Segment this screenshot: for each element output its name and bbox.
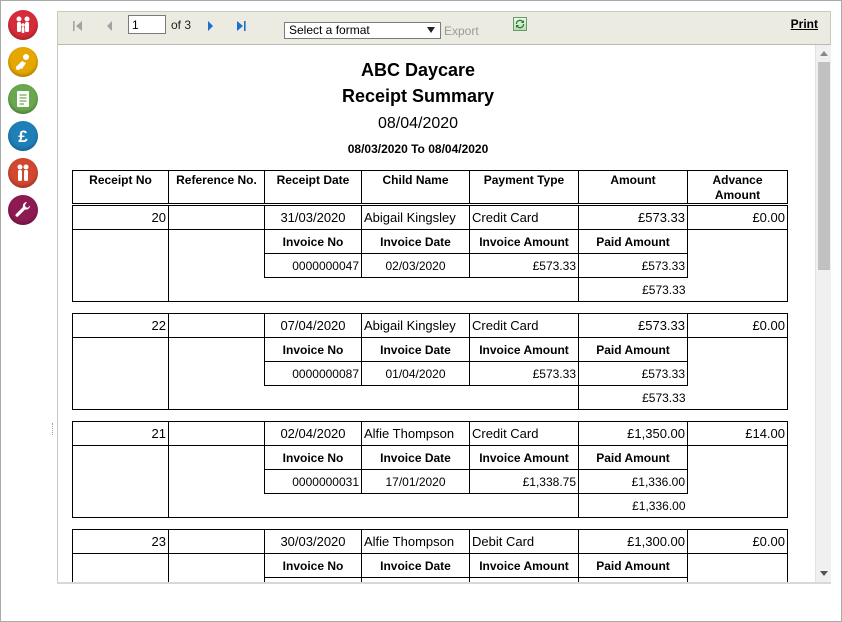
sub-header-invoice-no: Invoice No xyxy=(265,446,362,470)
invoice-amount-cell: £1,338.75 xyxy=(470,470,579,494)
sub-header-invoice-amount: Invoice Amount xyxy=(470,554,579,578)
blank-cell xyxy=(688,446,788,470)
sub-header-invoice-no: Invoice No xyxy=(265,554,362,578)
total-paid-cell: £573.33 xyxy=(579,386,688,410)
sub-header-invoice-amount: Invoice Amount xyxy=(470,446,579,470)
advance-amount-cell: £0.00 xyxy=(688,530,788,554)
reference-no-cell xyxy=(169,422,265,446)
reference-no-cell xyxy=(169,314,265,338)
report-viewport xyxy=(57,45,815,582)
report-toolbar xyxy=(57,11,831,45)
receipt-row xyxy=(73,206,788,230)
sub-header-paid-amount: Paid Amount xyxy=(579,446,688,470)
paid-amount-cell: £573.33 xyxy=(579,362,688,386)
reference-no-cell xyxy=(169,530,265,554)
page-count-label: of 3 xyxy=(171,18,192,32)
total-paid-cell: £1,336.00 xyxy=(579,494,688,518)
col-header-payment-type: Payment Type xyxy=(470,171,579,204)
previous-page-icon[interactable] xyxy=(102,18,118,34)
scroll-up-arrow-icon[interactable] xyxy=(820,51,828,56)
invoice-header-row xyxy=(73,554,788,578)
invoice-no-cell: 0000000031 xyxy=(265,470,362,494)
export-format-select[interactable] xyxy=(284,22,441,39)
report-date-range: 08/03/2020 To 08/04/2020 xyxy=(347,142,489,156)
receipt-date-cell: 31/03/2020 xyxy=(265,206,362,230)
advance-amount-cell: £0.00 xyxy=(688,206,788,230)
receipt-date-cell: 02/04/2020 xyxy=(265,422,362,446)
total-paid-cell: £573.33 xyxy=(579,278,688,302)
wrench-icon[interactable] xyxy=(8,195,38,225)
sub-header-invoice-no: Invoice No xyxy=(265,338,362,362)
receipt-row xyxy=(73,422,788,446)
blank-cell xyxy=(73,362,169,386)
invoice-date-cell: 02/03/2020 xyxy=(362,254,470,278)
col-header-reference-no: Reference No. xyxy=(169,171,265,204)
child-name-cell: Alfie Thompson xyxy=(362,530,470,554)
invoice-header-row xyxy=(73,230,788,254)
blank-cell xyxy=(688,338,788,362)
paid-amount-cell: £573.33 xyxy=(579,254,688,278)
invoice-header-row xyxy=(73,338,788,362)
blank-cell xyxy=(169,386,579,410)
invoice-total-row xyxy=(73,278,788,302)
scrollbar-thumb[interactable] xyxy=(818,62,830,270)
blank-cell xyxy=(688,470,788,494)
invoice-row xyxy=(73,254,788,278)
parents-icon[interactable] xyxy=(8,158,38,188)
invoice-amount-cell: £573.33 xyxy=(470,362,579,386)
blank-cell xyxy=(73,494,169,518)
svg-text:£: £ xyxy=(18,127,28,146)
blank-cell xyxy=(169,230,265,254)
header-row xyxy=(73,171,788,204)
blank-cell xyxy=(688,554,788,578)
sub-header-invoice-date: Invoice Date xyxy=(362,554,470,578)
receipt-no-cell: 23 xyxy=(73,530,169,554)
invoice-amount-cell: £573.33 xyxy=(470,254,579,278)
blank-cell xyxy=(688,362,788,386)
col-header-advance-amount: Advance Amount xyxy=(688,171,788,204)
blank-cell xyxy=(73,338,169,362)
invoice-row xyxy=(73,470,788,494)
export-link[interactable]: Export xyxy=(444,24,479,38)
payment-type-cell: Credit Card xyxy=(470,206,579,230)
blank-cell xyxy=(688,386,788,410)
blank-cell xyxy=(73,278,169,302)
child-name-cell: Abigail Kingsley xyxy=(362,206,470,230)
col-header-child-name: Child Name xyxy=(362,171,470,204)
report-date: 08/04/2020 xyxy=(377,115,459,132)
sub-header-invoice-no: Invoice No xyxy=(265,230,362,254)
pane-splitter-handle[interactable] xyxy=(52,423,54,435)
col-header-amount: Amount xyxy=(579,171,688,204)
blank-cell xyxy=(169,494,579,518)
invoice-date-cell: 17/01/2020 xyxy=(362,470,470,494)
sub-header-invoice-date: Invoice Date xyxy=(362,230,470,254)
blank-cell xyxy=(169,554,265,578)
receipt-no-cell: 20 xyxy=(73,206,169,230)
blank-cell xyxy=(169,254,265,278)
report-title: Receipt Summary xyxy=(341,86,495,106)
blank-cell xyxy=(169,278,579,302)
amount-cell: £573.33 xyxy=(579,206,688,230)
invoice-total-row xyxy=(73,494,788,518)
payment-type-cell: Credit Card xyxy=(470,314,579,338)
sub-header-paid-amount: Paid Amount xyxy=(579,554,688,578)
blank-cell xyxy=(73,554,169,578)
receipt-block xyxy=(72,313,788,410)
receipt-block xyxy=(72,205,788,302)
sub-header-invoice-date: Invoice Date xyxy=(362,446,470,470)
child-play-icon[interactable] xyxy=(8,47,38,77)
payment-type-cell: Credit Card xyxy=(470,422,579,446)
export-format-select-value: Select a format xyxy=(289,23,370,37)
page-number-input[interactable] xyxy=(128,15,166,34)
receipt-date-cell: 30/03/2020 xyxy=(265,530,362,554)
blank-cell xyxy=(73,446,169,470)
blank-cell xyxy=(688,278,788,302)
blank-cell xyxy=(169,338,265,362)
next-page-icon[interactable] xyxy=(202,18,218,34)
invoice-no-cell: 0000000047 xyxy=(265,254,362,278)
print-link[interactable]: Print xyxy=(790,17,818,31)
last-page-icon[interactable] xyxy=(233,18,249,34)
child-name-cell: Alfie Thompson xyxy=(362,422,470,446)
refresh-icon[interactable] xyxy=(513,17,527,31)
reference-no-cell xyxy=(169,206,265,230)
receipt-row xyxy=(73,530,788,554)
sub-header-paid-amount: Paid Amount xyxy=(579,338,688,362)
blank-cell xyxy=(73,470,169,494)
receipt-block xyxy=(72,421,788,518)
blank-cell xyxy=(169,446,265,470)
footer-strip xyxy=(57,582,831,584)
blank-cell xyxy=(169,362,265,386)
sub-header-invoice-amount: Invoice Amount xyxy=(470,230,579,254)
blank-cell xyxy=(73,386,169,410)
invoice-date-cell: 01/04/2020 xyxy=(362,362,470,386)
first-page-icon[interactable] xyxy=(70,18,86,34)
blank-cell xyxy=(688,254,788,278)
invoice-row xyxy=(73,362,788,386)
blank-cell xyxy=(688,494,788,518)
advance-amount-cell: £14.00 xyxy=(688,422,788,446)
payment-type-cell: Debit Card xyxy=(470,530,579,554)
invoice-total-row xyxy=(73,386,788,410)
paid-amount-cell: £1,336.00 xyxy=(579,470,688,494)
vertical-scrollbar[interactable] xyxy=(815,45,831,582)
receipt-date-cell: 07/04/2020 xyxy=(265,314,362,338)
notepad-icon[interactable] xyxy=(8,84,38,114)
receipt-header-table xyxy=(72,170,788,204)
pound-icon[interactable] xyxy=(8,121,38,151)
col-header-receipt-date: Receipt Date xyxy=(265,171,362,204)
scroll-down-arrow-icon[interactable] xyxy=(820,571,828,576)
blank-cell xyxy=(73,254,169,278)
invoice-header-row xyxy=(73,446,788,470)
sub-header-paid-amount: Paid Amount xyxy=(579,230,688,254)
child-name-cell: Abigail Kingsley xyxy=(362,314,470,338)
blank-cell xyxy=(688,230,788,254)
invoice-no-cell: 0000000087 xyxy=(265,362,362,386)
receipt-block xyxy=(72,529,788,582)
receipt-row xyxy=(73,314,788,338)
left-icon-rail xyxy=(8,10,40,232)
col-header-receipt-no: Receipt No xyxy=(73,171,169,204)
receipt-no-cell: 21 xyxy=(73,422,169,446)
amount-cell: £573.33 xyxy=(579,314,688,338)
amount-cell: £1,300.00 xyxy=(579,530,688,554)
family-icon[interactable] xyxy=(8,10,38,40)
blank-cell xyxy=(169,470,265,494)
amount-cell: £1,350.00 xyxy=(579,422,688,446)
blank-cell xyxy=(73,230,169,254)
chevron-down-icon xyxy=(427,27,435,33)
advance-amount-cell: £0.00 xyxy=(688,314,788,338)
report-company-name: ABC Daycare xyxy=(360,60,476,80)
sub-header-invoice-date: Invoice Date xyxy=(362,338,470,362)
sub-header-invoice-amount: Invoice Amount xyxy=(470,338,579,362)
receipt-no-cell: 22 xyxy=(73,314,169,338)
